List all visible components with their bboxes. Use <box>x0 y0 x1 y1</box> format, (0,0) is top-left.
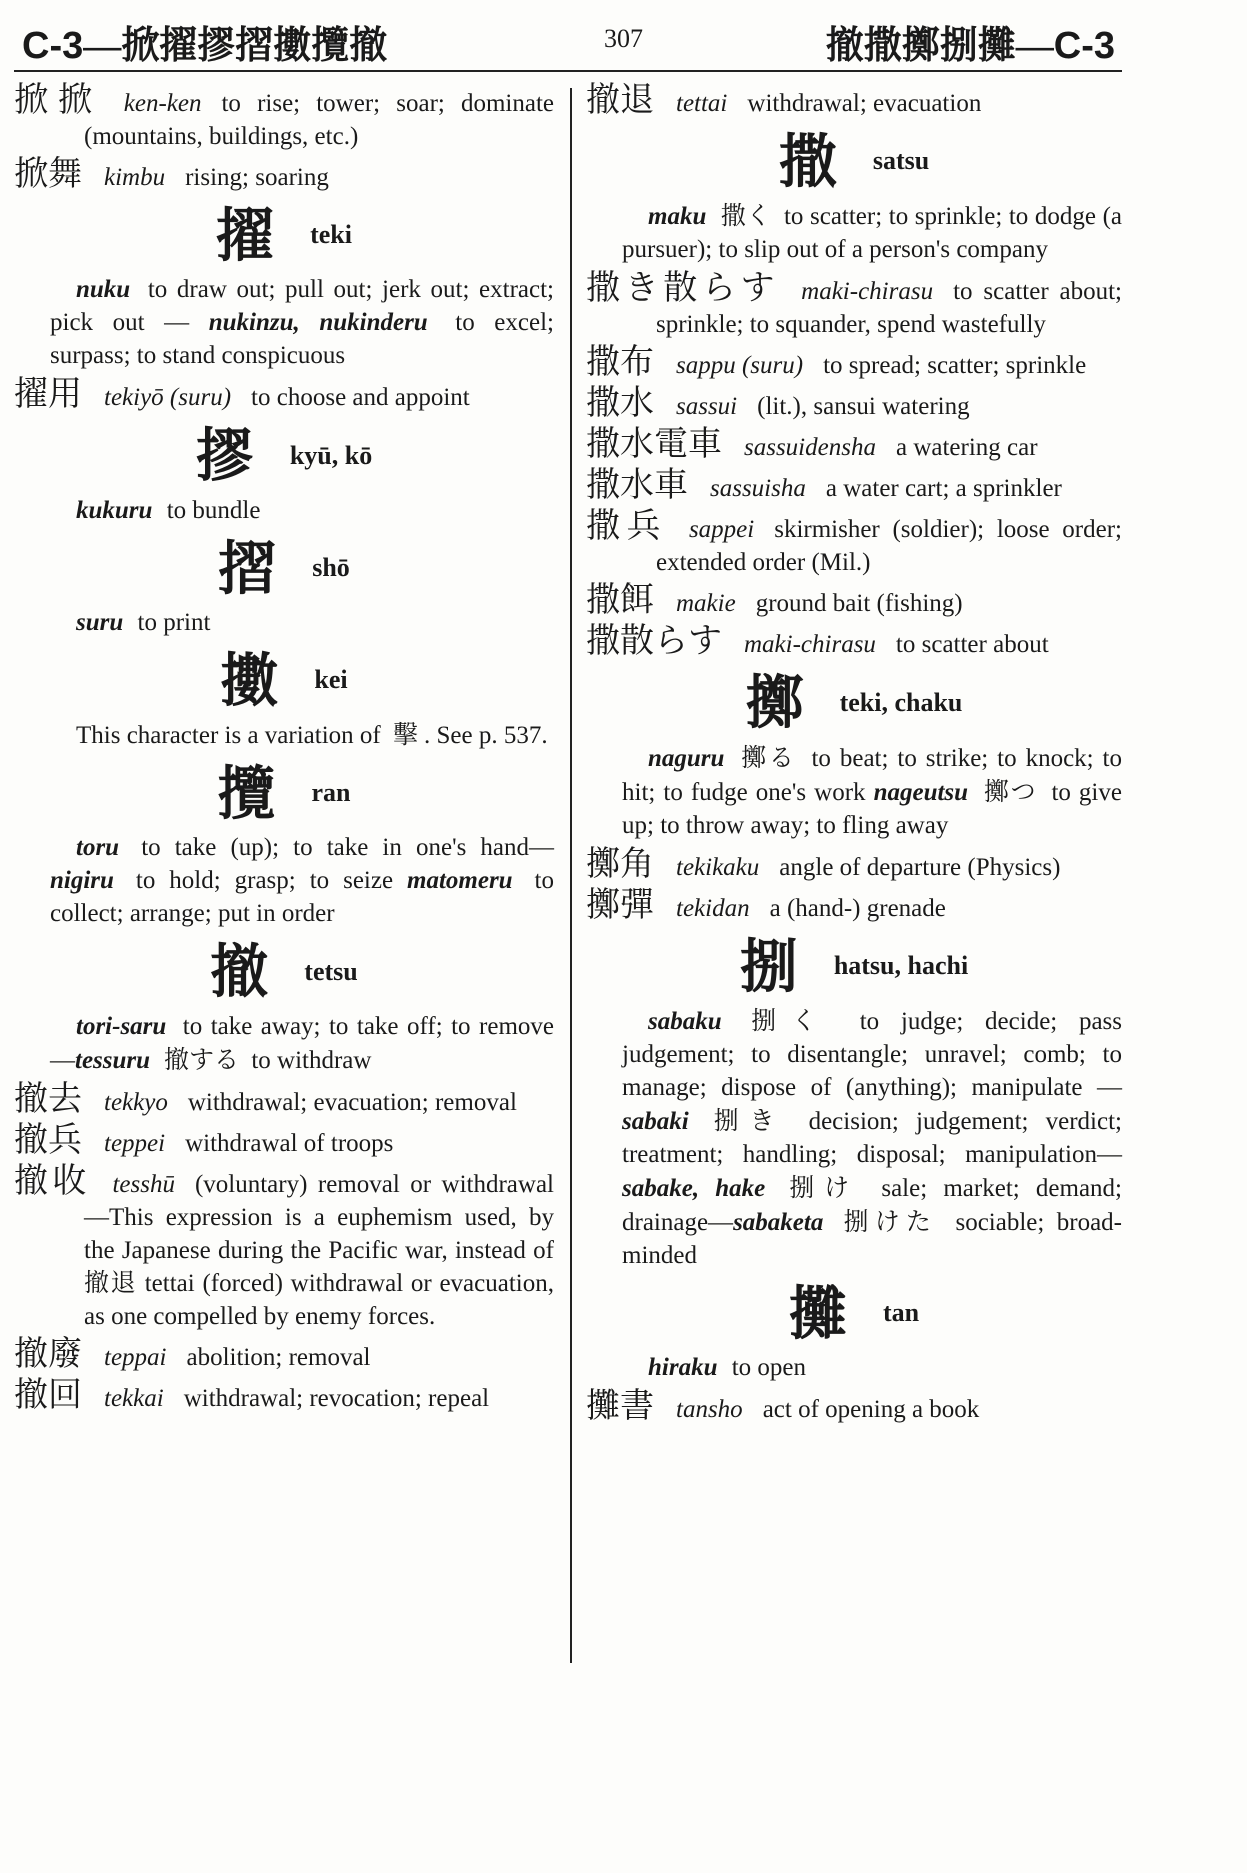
definition: This character is a variation of 擊 . See p. 537. <box>76 720 548 750</box>
page-header <box>0 0 1247 70</box>
header-rule <box>14 70 1122 72</box>
right-column <box>586 80 1123 1431</box>
compound-entry: 撒水 sassui (lit.), sansui watering <box>586 383 970 424</box>
head-character: 捌 hatsu, hachi <box>739 931 969 1000</box>
compound-entry: 撒き散らす maki-chirasu to scatter about; sprinkle; to squander, spend wastefully <box>586 268 1123 339</box>
head-character: 擲 teki, chaku <box>745 668 963 737</box>
head-character: 攬 ran <box>217 759 351 828</box>
compound-entry: 撤廢 teppai abolition; removal <box>14 1333 371 1374</box>
definition: maku 撒く to scatter; to sprinkle; to dodge (a pursuer); to slip out of a person's company <box>622 201 1122 264</box>
compound-entry: 撤回 tekkai withdrawal; revocation; repeal <box>14 1374 490 1415</box>
head-character: 撤 tetsu <box>210 937 358 1006</box>
head-character: 擢 teki <box>216 201 352 270</box>
header-left-code: C-3 <box>22 25 84 67</box>
page-number: 307 <box>604 24 643 53</box>
compound-entry: 擲角 tekikaku angle of departure (Physics) <box>586 843 1061 884</box>
left-column <box>14 80 554 1420</box>
compound-entry: 撤退 tettai withdrawal; evacuation <box>586 80 982 120</box>
compound-entry: 擲彈 tekidan a (hand-) grenade <box>586 884 946 925</box>
compound-entry: 撒餌 makie ground bait (fishing) <box>586 580 963 621</box>
head-character: 摺 shō <box>218 533 350 602</box>
compound-entry: 撒水車 sassuisha a water cart; a sprinkler <box>586 465 1062 506</box>
compound-entry: 擢用 tekiyō (suru) to choose and appoint <box>14 374 470 415</box>
definition: kukuru to bundle <box>76 496 261 524</box>
compound-entry: 撒散らす maki-chirasu to scatter about <box>586 621 1049 662</box>
definition: hiraku to open <box>648 1354 807 1382</box>
compound-entry: 撤去 tekkyo withdrawal; evacuation; removal <box>14 1078 517 1119</box>
header-right-chars: 撤撒擲捌攤— <box>825 25 1054 67</box>
compound-entry: 撒兵 sappei skirmisher (soldier); loose order; extended order (Mil.) <box>586 506 1122 577</box>
compound-entry: 掀舞 kimbu rising; soaring <box>14 154 329 194</box>
header-right <box>826 14 1115 69</box>
compound-entry: 撤收 tesshū (voluntary) removal or withdrawal—This expression is a euphemism used, by the Japanese during the Pacific war, instead of 撤退 tettai (forced) withdrawal or evacuation, as one compelled by enemy forces. <box>14 1160 554 1330</box>
header-left-chars: —掀擢摎摺擻攬撤 <box>83 25 388 67</box>
column-divider <box>570 88 572 1663</box>
head-character: 攤 tan <box>788 1279 920 1348</box>
head-character: 摎 kyū, kō <box>195 421 373 490</box>
definition: tori-saru to take away; to take off; to remove—tessuru 撤する to withdraw <box>50 1012 554 1074</box>
compound-entry: 撤兵 teppei withdrawal of troops <box>14 1119 394 1160</box>
compound-entry: 攤書 tansho act of opening a book <box>586 1386 980 1427</box>
definition: suru to print <box>76 608 211 636</box>
header-right-code: C-3 <box>1053 25 1115 67</box>
definition: sabaku 捌く to judge; decide; pass judgement; to disentangle; unravel; comb; to manage; dispose of (anything); manipulate — sabaki 捌き decision; judgement; verdict; treatment; handling; disposal; manipulation—sabake, hake 捌け sale; market; demand; drainage—sabaketa 捌けた sociable; broad-minded <box>622 1005 1122 1269</box>
definition: naguru 擲る to beat; to strike; to knock; to hit; to fudge one's work nageutsu 擲つ to give up; to throw away; to fling away <box>622 742 1122 839</box>
head-character: 擻 kei <box>220 646 348 715</box>
compound-entry: 撒布 sappu (suru) to spread; scatter; sprinkle <box>586 342 1087 383</box>
head-character: 撒 satsu <box>778 127 930 196</box>
compound-entry: 掀掀 ken-ken to rise; tower; soar; dominate (mountains, buildings, etc.) <box>14 80 554 150</box>
definition: nuku to draw out; pull out; jerk out; extract; pick out — nukinzu, nukinderu to excel; surpass; to stand conspicuous <box>50 276 554 370</box>
definition: toru to take (up); to take in one's hand—nigiru to hold; grasp; to seize matomeru to collect; arrange; put in order <box>50 834 554 928</box>
compound-entry: 撒水電車 sassuidensha a watering car <box>586 424 1038 465</box>
